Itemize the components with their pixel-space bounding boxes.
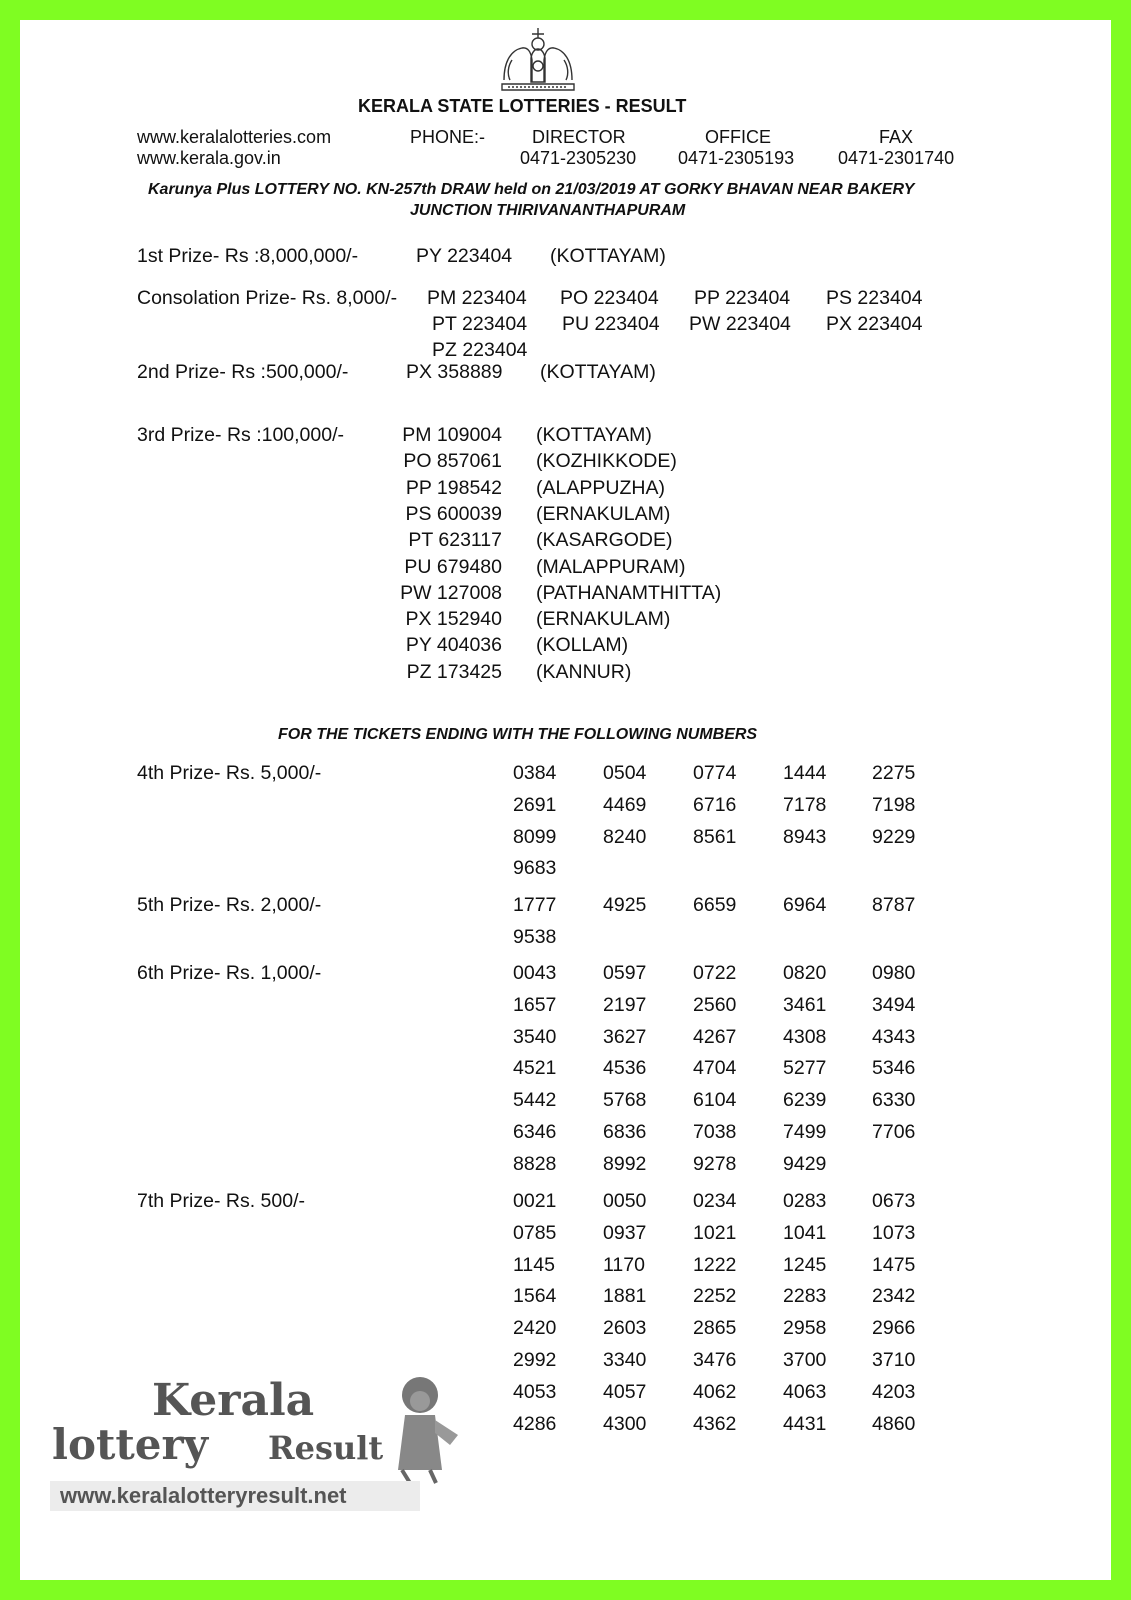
ending-number: 0384 bbox=[513, 762, 557, 784]
ending-number: 0937 bbox=[603, 1221, 647, 1244]
third-prize-place: (ERNAKULAM) bbox=[536, 502, 671, 525]
ending-number: 0785 bbox=[513, 1221, 557, 1244]
second-prize-ticket: PX 358889 bbox=[406, 361, 503, 383]
ending-number: 6104 bbox=[693, 1089, 737, 1112]
ending-number: 4286 bbox=[513, 1412, 557, 1435]
draw-info-line-2: JUNCTION THIRIVANANTHAPURAM bbox=[410, 202, 686, 219]
ending-number: 2603 bbox=[603, 1317, 647, 1340]
ending-number: 8992 bbox=[603, 1152, 647, 1175]
third-prize-ticket: PP 198542 bbox=[405, 476, 502, 499]
draw-info-line-1: Karunya Plus LOTTERY NO. KN-257th DRAW held on 21/03/2019 AT GORKY BHAVAN NEAR BAKERY bbox=[148, 181, 915, 198]
third-prize-place: (MALAPPURAM) bbox=[536, 555, 686, 578]
ending-number: 0980 bbox=[872, 962, 916, 984]
ending-number: 4469 bbox=[603, 793, 647, 816]
watermark-word-2: lottery bbox=[52, 1420, 209, 1469]
office-phone: 0471-2305193 bbox=[678, 148, 795, 168]
ending-number: 0283 bbox=[783, 1190, 827, 1212]
ending-number: 2342 bbox=[872, 1285, 916, 1308]
ending-number: 4521 bbox=[513, 1057, 557, 1080]
ending-number: 4300 bbox=[603, 1412, 647, 1435]
ending-number: 0722 bbox=[693, 962, 737, 984]
ending-number: 4308 bbox=[783, 1025, 827, 1048]
first-prize-label: 1st Prize- Rs :8,000,000/- bbox=[137, 245, 359, 267]
third-prize-place: (KANNUR) bbox=[536, 660, 632, 683]
ending-number: 6239 bbox=[783, 1089, 827, 1112]
ending-number: 4431 bbox=[783, 1412, 827, 1435]
first-prize-place: (KOTTAYAM) bbox=[550, 245, 666, 267]
consolation-ticket: PW 223404 bbox=[689, 313, 791, 335]
consolation-ticket: PT 223404 bbox=[432, 313, 528, 335]
consolation-ticket: PX 223404 bbox=[826, 313, 923, 335]
ending-number: 8943 bbox=[783, 825, 827, 848]
ending-number: 5346 bbox=[872, 1057, 916, 1080]
third-prize-ticket: PU 679480 bbox=[404, 555, 502, 578]
fifth-prize-label: 5th Prize- Rs. 2,000/- bbox=[137, 894, 322, 916]
third-prize-ticket: PZ 173425 bbox=[406, 660, 502, 683]
ending-number: 9229 bbox=[872, 825, 916, 848]
ending-number: 1145 bbox=[513, 1253, 555, 1276]
ending-number: 4063 bbox=[783, 1380, 827, 1403]
ending-number: 1222 bbox=[693, 1253, 737, 1276]
ending-number: 4053 bbox=[513, 1380, 557, 1403]
ending-number: 4203 bbox=[872, 1380, 916, 1403]
ending-number: 9538 bbox=[513, 925, 557, 948]
second-prize-place: (KOTTAYAM) bbox=[540, 361, 656, 383]
ending-number: 3540 bbox=[513, 1025, 557, 1048]
watermark-word-1: Kerala bbox=[152, 1375, 315, 1426]
third-prize-ticket: PM 109004 bbox=[402, 424, 502, 446]
ending-number: 8240 bbox=[603, 825, 647, 848]
ending-number: 8828 bbox=[513, 1152, 557, 1175]
director-label: DIRECTOR bbox=[532, 127, 626, 147]
first-prize-ticket: PY 223404 bbox=[416, 245, 513, 267]
ending-number: 0021 bbox=[513, 1190, 557, 1212]
ending-number: 0597 bbox=[603, 962, 647, 984]
ending-number: 7178 bbox=[783, 793, 827, 816]
watermark-url: www.keralalotteryresult.net bbox=[50, 1481, 420, 1511]
ending-number: 1475 bbox=[872, 1253, 916, 1276]
ending-number: 2420 bbox=[513, 1317, 557, 1340]
ending-number: 6964 bbox=[783, 894, 827, 916]
ending-number: 1021 bbox=[693, 1221, 737, 1244]
third-prize-ticket: PT 623117 bbox=[408, 529, 502, 552]
third-prize-label: 3rd Prize- Rs :100,000/- bbox=[137, 424, 345, 446]
third-prize-ticket: PX 152940 bbox=[405, 608, 502, 631]
ending-number: 6346 bbox=[513, 1121, 557, 1143]
ending-number: 0774 bbox=[693, 762, 737, 784]
third-prize-place: (KOTTAYAM) bbox=[536, 424, 652, 446]
ending-number: 6836 bbox=[603, 1121, 647, 1143]
ending-number: 4704 bbox=[693, 1057, 737, 1080]
ending-number: 3461 bbox=[783, 993, 827, 1016]
ending-number: 2865 bbox=[693, 1317, 737, 1340]
third-prize-place: (KOZHIKKODE) bbox=[536, 450, 677, 473]
ending-number: 2197 bbox=[603, 993, 647, 1016]
ending-number: 0050 bbox=[603, 1190, 647, 1212]
ending-number: 4343 bbox=[872, 1025, 916, 1048]
ending-number: 3710 bbox=[872, 1349, 916, 1371]
ending-number: 7198 bbox=[872, 793, 916, 816]
ending-number: 2560 bbox=[693, 993, 737, 1016]
ending-number: 3494 bbox=[872, 993, 916, 1016]
ending-number: 2283 bbox=[783, 1285, 827, 1308]
ending-number: 2958 bbox=[783, 1317, 827, 1340]
kerala-state-emblem-icon bbox=[498, 20, 578, 94]
ending-number: 3476 bbox=[693, 1349, 737, 1371]
director-phone: 0471-2305230 bbox=[520, 148, 637, 168]
ending-number: 0234 bbox=[693, 1190, 737, 1212]
third-prize-place: (KASARGODE) bbox=[536, 529, 673, 552]
ending-number: 8561 bbox=[693, 825, 737, 848]
ending-number: 4267 bbox=[693, 1025, 737, 1048]
third-prize-ticket: PS 600039 bbox=[405, 502, 502, 525]
third-prize-ticket: PO 857061 bbox=[403, 450, 502, 473]
consolation-ticket: PP 223404 bbox=[694, 287, 791, 309]
consolation-ticket: PS 223404 bbox=[826, 287, 923, 309]
result-sheet bbox=[20, 20, 1111, 1580]
ending-number: 4362 bbox=[693, 1412, 737, 1435]
ending-number: 2691 bbox=[513, 793, 557, 816]
ending-number: 5768 bbox=[603, 1089, 647, 1112]
ending-number: 3340 bbox=[603, 1349, 647, 1371]
ending-number: 7038 bbox=[693, 1121, 737, 1143]
watermark-logo bbox=[50, 1375, 490, 1525]
ending-number: 9278 bbox=[693, 1152, 737, 1175]
ending-number: 0043 bbox=[513, 962, 557, 984]
ending-number: 1657 bbox=[513, 993, 557, 1016]
consolation-ticket: PO 223404 bbox=[560, 287, 659, 309]
ending-number: 8787 bbox=[872, 894, 916, 916]
ending-number: 0820 bbox=[783, 962, 827, 984]
ending-number: 5442 bbox=[513, 1089, 557, 1112]
ending-number: 1073 bbox=[872, 1221, 916, 1244]
ending-number: 4536 bbox=[603, 1057, 647, 1080]
mascot-figure-icon bbox=[380, 1375, 470, 1485]
ending-number: 5277 bbox=[783, 1057, 827, 1080]
ending-number: 3627 bbox=[603, 1025, 647, 1048]
ending-number: 9683 bbox=[513, 857, 557, 880]
ending-number: 6716 bbox=[693, 793, 737, 816]
consolation-ticket: PM 223404 bbox=[427, 287, 527, 309]
fax-label: FAX bbox=[879, 127, 914, 147]
ending-number: 6330 bbox=[872, 1089, 916, 1112]
ending-number: 4057 bbox=[603, 1380, 647, 1403]
third-prize-place: (KOLLAM) bbox=[536, 634, 629, 657]
ending-number: 2275 bbox=[872, 762, 916, 784]
third-prize-place: (PATHANAMTHITTA) bbox=[536, 581, 722, 604]
ending-number: 9429 bbox=[783, 1152, 827, 1175]
fourth-prize-label: 4th Prize- Rs. 5,000/- bbox=[137, 762, 322, 784]
website-link-1[interactable]: www.keralalotteries.com bbox=[137, 127, 332, 147]
ending-number: 1170 bbox=[603, 1253, 645, 1276]
ending-number: 8099 bbox=[513, 825, 557, 848]
ending-number: 0673 bbox=[872, 1190, 916, 1212]
third-prize-place: (ERNAKULAM) bbox=[536, 608, 671, 631]
seventh-prize-label: 7th Prize- Rs. 500/- bbox=[137, 1190, 305, 1212]
ending-number: 7706 bbox=[872, 1121, 916, 1143]
ending-number: 4062 bbox=[693, 1380, 737, 1403]
ending-number: 0504 bbox=[603, 762, 647, 784]
page-title: KERALA STATE LOTTERIES - RESULT bbox=[358, 96, 687, 116]
third-prize-place: (ALAPPUZHA) bbox=[536, 476, 665, 499]
ending-numbers-heading: FOR THE TICKETS ENDING WITH THE FOLLOWING NUMBERS bbox=[278, 726, 758, 743]
consolation-prize-label: Consolation Prize- Rs. 8,000/- bbox=[137, 287, 398, 309]
office-label: OFFICE bbox=[705, 127, 771, 147]
ending-number: 1041 bbox=[783, 1221, 827, 1244]
ending-number: 1245 bbox=[783, 1253, 827, 1276]
watermark-word-3: Result bbox=[268, 1429, 384, 1467]
ending-number: 1881 bbox=[603, 1285, 647, 1308]
ending-number: 1777 bbox=[513, 894, 557, 916]
third-prize-ticket: PY 404036 bbox=[405, 634, 502, 657]
ending-number: 1444 bbox=[783, 762, 827, 784]
ending-number: 2966 bbox=[872, 1317, 916, 1340]
fax-number: 0471-2301740 bbox=[838, 148, 955, 168]
website-link-2[interactable]: www.kerala.gov.in bbox=[137, 148, 281, 168]
second-prize-label: 2nd Prize- Rs :500,000/- bbox=[137, 361, 349, 383]
ending-number: 4925 bbox=[603, 894, 647, 916]
ending-number: 3700 bbox=[783, 1349, 827, 1371]
consolation-ticket: PU 223404 bbox=[562, 313, 660, 335]
ending-number: 4860 bbox=[872, 1412, 916, 1435]
ending-number: 2992 bbox=[513, 1349, 557, 1371]
ending-number: 7499 bbox=[783, 1121, 827, 1143]
third-prize-ticket: PW 127008 bbox=[400, 581, 502, 604]
consolation-ticket: PZ 223404 bbox=[432, 339, 528, 361]
ending-number: 6659 bbox=[693, 894, 737, 916]
ending-number: 1564 bbox=[513, 1285, 557, 1308]
phone-label: PHONE:- bbox=[410, 127, 486, 147]
ending-number: 2252 bbox=[693, 1285, 737, 1308]
sixth-prize-label: 6th Prize- Rs. 1,000/- bbox=[137, 962, 322, 984]
